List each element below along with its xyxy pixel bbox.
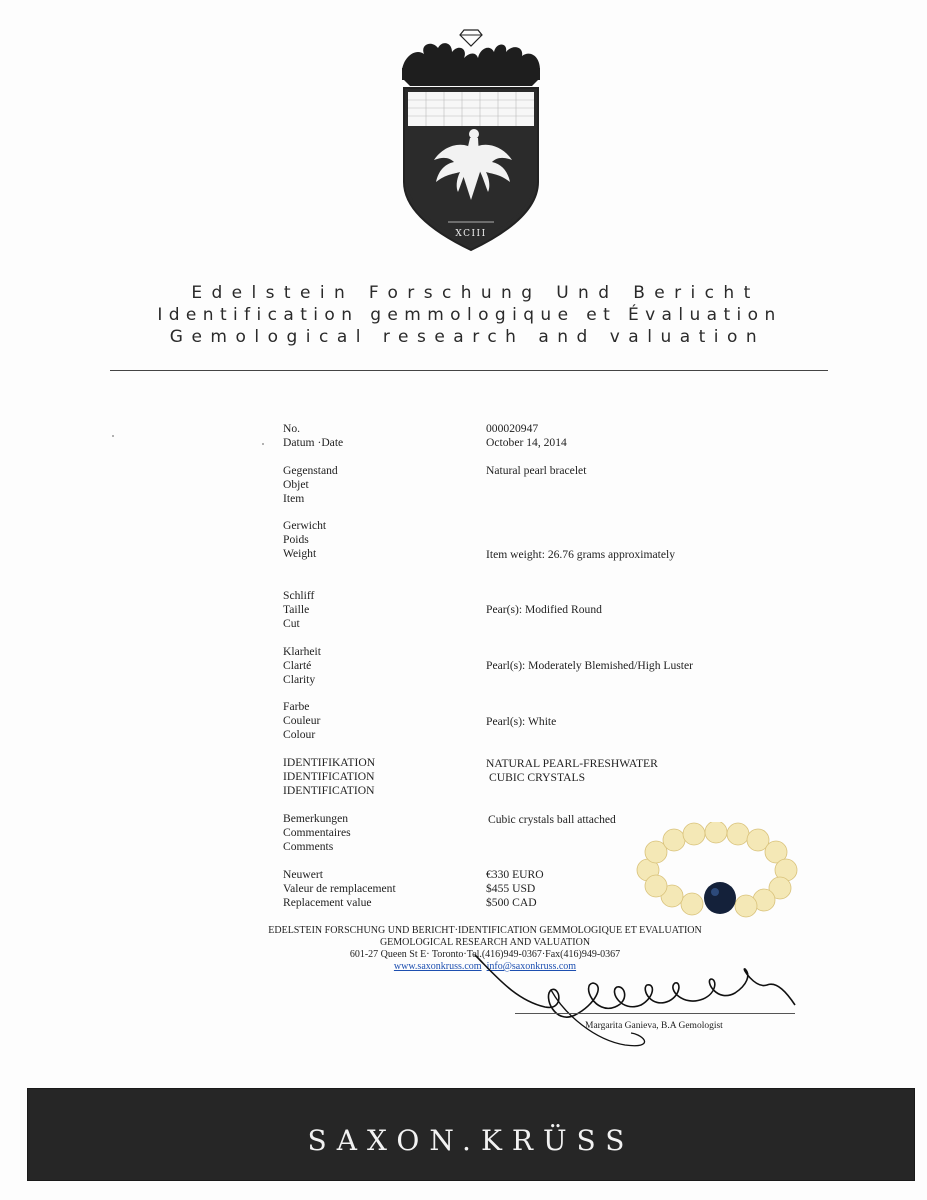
field-label-cut-en: Cut <box>283 617 300 630</box>
field-label-clarity-de: Klarheit <box>283 645 321 658</box>
field-label-colour-de: Farbe <box>283 700 310 713</box>
field-label-replacement-fr: Valeur de remplacement <box>283 882 396 895</box>
field-value-colour: Pearl(s): White <box>486 715 557 728</box>
field-label-clarity-fr: Clarté <box>283 659 312 672</box>
field-value-date: October 14, 2014 <box>486 436 567 449</box>
field-label-item-de: Gegenstand <box>283 464 338 477</box>
field-value-comments: Cubic crystals ball attached <box>488 813 616 826</box>
field-label-clarity-en: Clarity <box>283 673 316 686</box>
scan-speck <box>262 443 264 445</box>
footer-line-1: EDELSTEIN FORSCHUNG UND BERICHT·IDENTIFICATION GEMMOLOGIQUE ET EVALUATION <box>268 925 702 936</box>
field-value-replacement-cad: $500 CAD <box>486 896 537 909</box>
header-title-german: Edelstein Forschung Und Bericht <box>191 283 760 303</box>
field-label-cut-de: Schliff <box>283 589 315 602</box>
field-label-cut-fr: Taille <box>283 603 310 616</box>
header-title-english: Gemological research and valuation <box>169 327 766 347</box>
field-value-identification-1: NATURAL PEARL-FRESHWATER <box>486 757 658 770</box>
shield <box>404 88 538 250</box>
field-value-item: Natural pearl bracelet <box>486 464 587 477</box>
field-label-weight-fr: Poids <box>283 533 309 546</box>
footer-line-2: GEMOLOGICAL RESEARCH AND VALUATION <box>379 937 591 948</box>
field-value-no: 000020947 <box>486 422 539 435</box>
field-value-cut: Pear(s): Modified Round <box>486 603 602 616</box>
crest-logo <box>398 22 544 258</box>
pearl-bracelet-image <box>630 822 800 922</box>
field-value-replacement-usd: $455 USD <box>486 882 536 895</box>
scan-speck <box>112 435 114 437</box>
field-label-colour-en: Colour <box>283 728 316 741</box>
field-label-comments-de: Bemerkungen <box>283 812 349 825</box>
handwritten-signature <box>455 945 815 1060</box>
field-label-colour-fr: Couleur <box>283 714 321 727</box>
field-label-date: Datum ·Date <box>283 436 344 449</box>
header-title-french: Identification gemmologique et Évaluation <box>157 305 782 325</box>
crest-numeral: XCIII <box>455 229 487 239</box>
field-label-comments-en: Comments <box>283 840 334 853</box>
field-label-item-fr: Objet <box>283 478 309 491</box>
field-label-identification-en: IDENTIFICATION <box>283 784 375 797</box>
brand-banner <box>27 1088 915 1181</box>
field-label-weight-en: Weight <box>283 547 317 560</box>
field-label-replacement-en: Replacement value <box>283 896 372 909</box>
field-label-item-en: Item <box>283 492 305 505</box>
field-label-identification-fr: IDENTIFICATION <box>283 770 375 783</box>
field-label-weight-de: Gerwicht <box>283 519 327 532</box>
header-divider <box>110 370 828 371</box>
brand-name: SAXON.KRÜSS <box>307 1124 635 1157</box>
signature-line <box>515 1013 795 1014</box>
field-label-identification-de: IDENTIFIKATION <box>283 756 376 769</box>
crystal-ball <box>704 882 736 914</box>
email-link[interactable]: info@saxonkruss.com <box>486 961 577 972</box>
field-label-no: No. <box>283 422 301 435</box>
field-value-clarity: Pearl(s): Moderately Blemished/High Luster <box>486 659 694 672</box>
website-link[interactable]: www.saxonkruss.com <box>393 961 482 972</box>
field-value-weight: Item weight: 26.76 grams approximately <box>486 548 675 561</box>
field-value-replacement-eur: €330 EURO <box>486 868 544 881</box>
field-label-replacement-de: Neuwert <box>283 868 323 881</box>
signatory-name: Margarita Ganieva, B.A Gemologist <box>585 1021 723 1031</box>
field-value-identification-2: CUBIC CRYSTALS <box>489 771 586 784</box>
crown-ornament <box>402 43 540 86</box>
diamond-icon <box>460 30 482 46</box>
footer-address: 601-27 Queen St E· Toronto·Tel.(416)949-0367·Fax(416)949-0367 <box>349 949 621 960</box>
field-label-comments-fr: Commentaires <box>283 826 351 839</box>
